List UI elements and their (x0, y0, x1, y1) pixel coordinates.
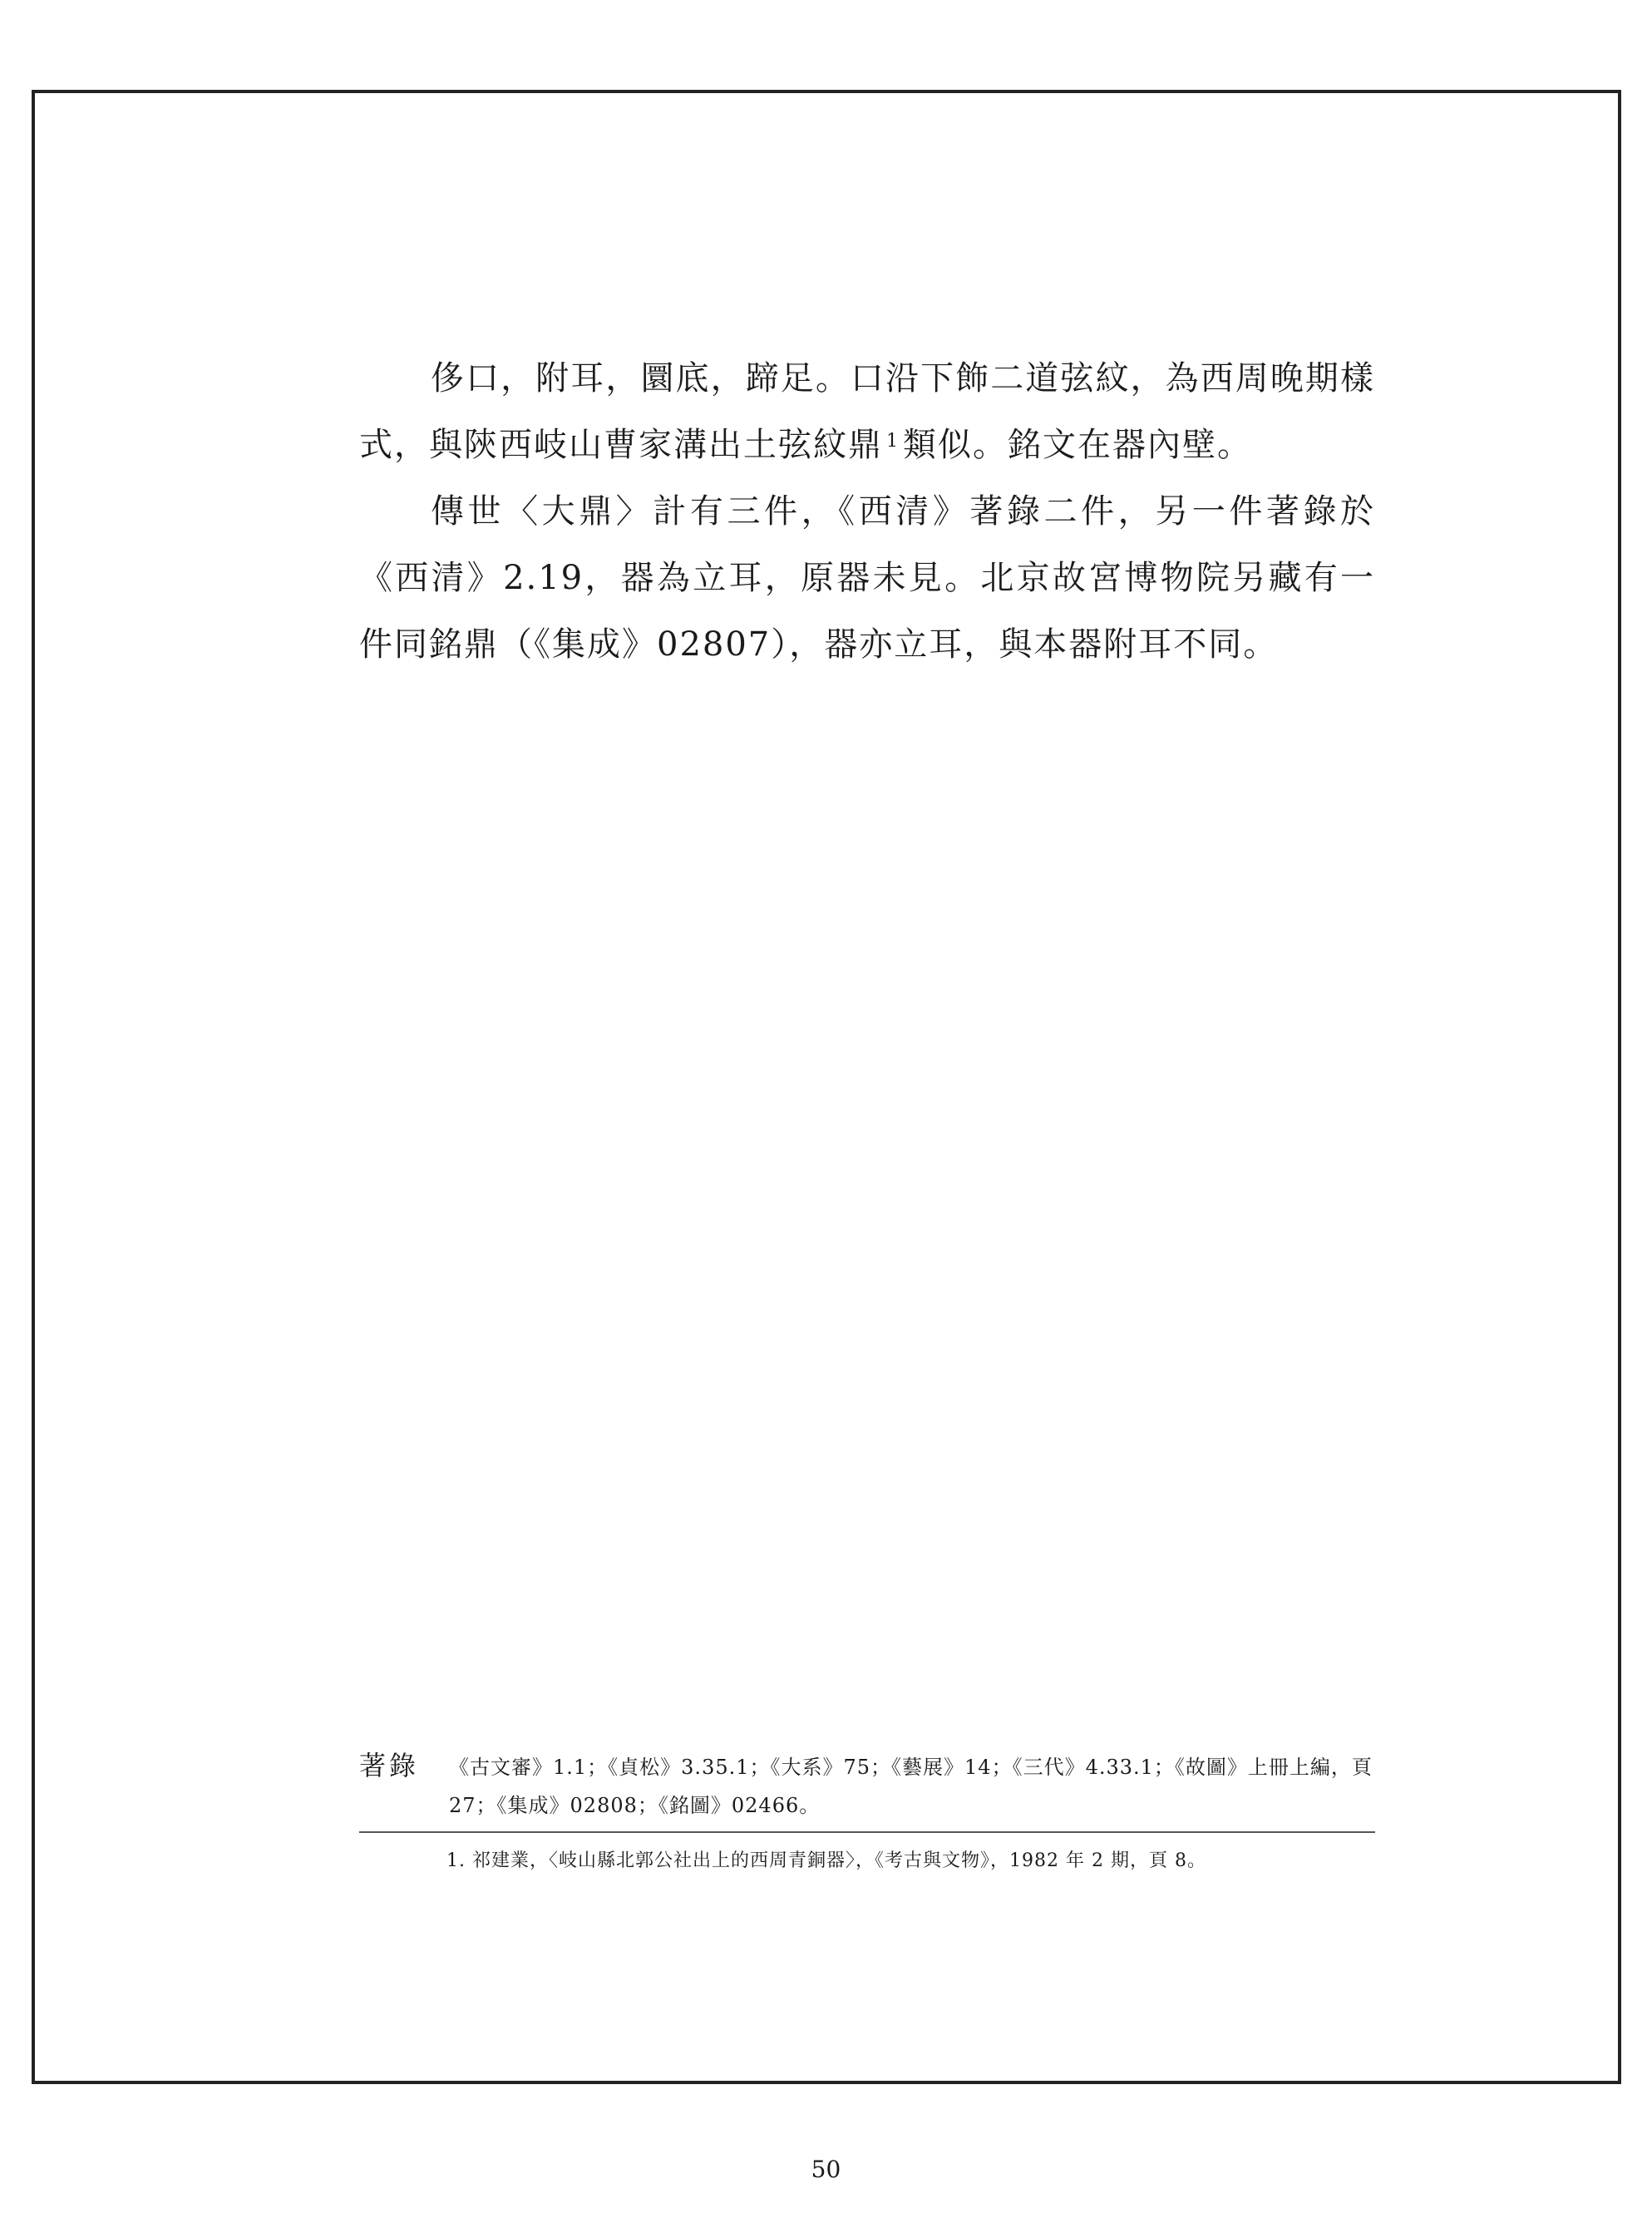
main-body-text (359, 345, 1375, 678)
footnote-marker: 1 (886, 431, 900, 452)
bibliography-label: 著錄 (359, 1750, 420, 1781)
paragraph-1-text: 侈口，附耳，圜底，蹄足。口沿下飾二道弦紋，為西周晚期樣式，與陝西岐山曹家溝出土弦紋鼎 (359, 359, 1375, 464)
paragraph-2: 傳世〈大鼎〉計有三件，《西清》著錄二件，另一件著錄於《西清》2.19，器為立耳，原器未見。北京故宮博物院另藏有一件同銘鼎（《集成》02807），器亦立耳，與本器附耳不同。 (359, 492, 1375, 664)
bibliography-text: 《古文審》1.1；《貞松》3.35.1；《大系》75；《藝展》14；《三代》4.33.1；《故圖》上冊上編，頁 27；《集成》02808；《銘圖》02466。 (449, 1756, 1373, 1817)
page-number: 50 (811, 2156, 841, 2183)
footnote-divider (359, 1831, 1375, 1833)
paragraph-1 (359, 345, 1375, 478)
footnote: 1. 祁建業，〈岐山縣北郭公社出上的西周青銅器〉，《考古與文物》，1982 年 2 期，頁 8。 (446, 1850, 1206, 1871)
paragraph-1-text-end: 類似。銘文在器內壁。 (903, 426, 1252, 464)
